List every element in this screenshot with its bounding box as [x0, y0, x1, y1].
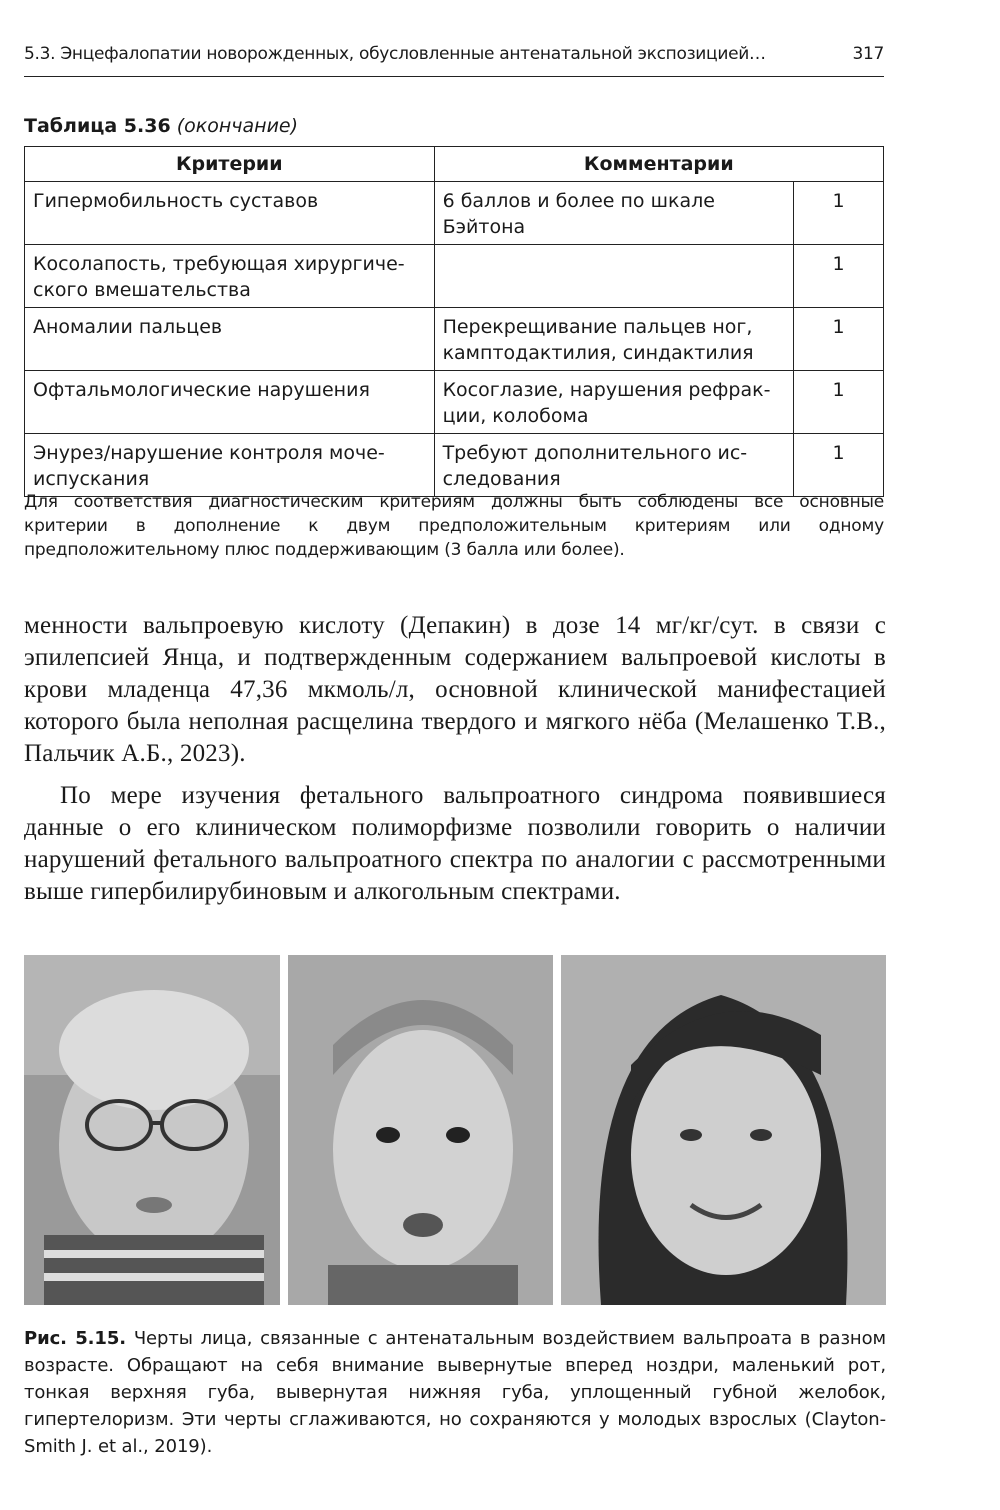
figure-label: Рис. 5.15.: [24, 1328, 127, 1349]
photo-child-with-glasses: [24, 955, 280, 1305]
table-row: [25, 371, 884, 434]
table-row: [25, 245, 884, 308]
page-number: 317: [852, 44, 884, 64]
table-header-row: [25, 147, 884, 182]
criterion-cell: Гипермобильность суставов: [25, 182, 435, 245]
score-cell: 1: [794, 371, 884, 434]
table-footnote: Для соответствия диагностическим критериям должны быть соблюдены все основные критерии в дополнение к двум предположительным критериям или одному предположительному плюс поддерживающим (3 балла или более).: [24, 492, 884, 560]
running-head: [24, 44, 884, 64]
header-criteria: Критерии: [25, 147, 435, 182]
table-row: [25, 182, 884, 245]
criterion-cell: Аномалии пальцев: [25, 308, 435, 371]
score-cell: 1: [794, 182, 884, 245]
running-head-title: 5.3. Энцефалопатии новорожденных, обусловленные антенатальной экспозицией…: [24, 44, 766, 64]
comment-cell: Перекрещивание пальцев ног, камптодактилия, синдактилия: [434, 308, 794, 371]
criterion-cell: Косолапость, требующая хирургиче-ского вмешательства: [25, 245, 435, 308]
photo-child: [288, 955, 553, 1305]
header-comments: Комментарии: [434, 147, 883, 182]
comment-cell: Косоглазие, нарушения рефрак-ции, колобома: [434, 371, 794, 434]
comment-cell: 6 баллов и более по шкале Бэйтона: [434, 182, 794, 245]
criterion-cell: Энурез/нарушение контроля моче-испускания: [25, 434, 435, 497]
body-paragraph: менности вальпроевую кислоту (Депакин) в дозе 14 мг/кг/сут. в связи с эпилепсией Янца, и подтвержденным содержанием вальпроевой кислоты в крови младенца 47,36 мкмоль/л, основной клинической манифестацией которого была неполная расщелина твердого и мягкого нёба (Мелашенко Т.В., Пальчик А.Б., 2023).: [24, 612, 886, 767]
figure-photos: [24, 955, 886, 1305]
score-cell: 1: [794, 245, 884, 308]
table-caption-note: (окончание): [176, 115, 299, 137]
comment-cell: Требуют дополнительного ис-следования: [434, 434, 794, 497]
table-row: [25, 434, 884, 497]
figure-caption: [24, 1325, 886, 1460]
comment-cell: [434, 245, 794, 308]
table-caption: [24, 115, 298, 137]
figure-caption-text: Черты лица, связанные с антенатальным воздействием вальпроата в разном возрасте. Обращают на себя внимание вывернутые вперед ноздри, маленький рот, тонкая верхняя губа, вывернутая нижняя губа, уплощенный губной желобок, гипертелоризм. Эти черты сглаживаются, но сохраняются у молодых взрослых (Clayton-Smith J. et al., 2019).: [24, 1328, 886, 1457]
table-row: [25, 308, 884, 371]
body-paragraph: По мере изучения фетального вальпроатного синдрома появившиеся данные о его клиническом полиморфизме позволили говорить о наличии нарушений фетального вальпроатного спектра по аналогии с рассмотренными выше гипербилирубиновым и алкогольным спектрами.: [24, 782, 886, 905]
body-text: [24, 610, 886, 908]
photo-young-adult: [561, 955, 886, 1305]
header-rule: [24, 76, 884, 77]
score-cell: 1: [794, 434, 884, 497]
score-cell: 1: [794, 308, 884, 371]
table-caption-label: Таблица 5.36: [24, 115, 171, 137]
criterion-cell: Офтальмологические нарушения: [25, 371, 435, 434]
criteria-table: [24, 146, 884, 497]
